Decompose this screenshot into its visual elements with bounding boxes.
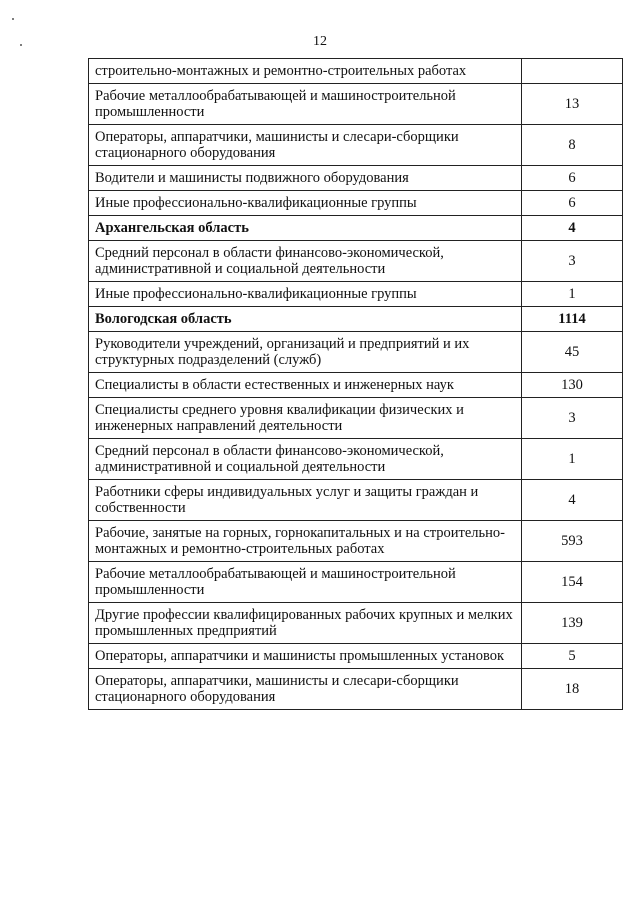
occupation-count: 154	[522, 562, 623, 603]
table-row	[89, 332, 623, 373]
occupation-count: 130	[522, 373, 623, 398]
scan-speck	[20, 44, 22, 46]
occupation-count: 6	[522, 191, 623, 216]
occupation-count: 13	[522, 84, 623, 125]
occupation-count: 5	[522, 644, 623, 669]
table-row	[89, 521, 623, 562]
scan-speck	[12, 18, 14, 20]
table-row	[89, 84, 623, 125]
occupation-group-name: Работники сферы индивидуальных услуг и защиты граждан и собственности	[89, 480, 522, 521]
table-row	[89, 191, 623, 216]
occupation-group-name: Операторы, аппаратчики, машинисты и слесари-сборщики стационарного оборудования	[89, 669, 522, 710]
region-row	[89, 307, 623, 332]
occupation-group-name: Специалисты в области естественных и инженерных наук	[89, 373, 522, 398]
table-row	[89, 373, 623, 398]
table-row	[89, 166, 623, 191]
occupation-group-name: Рабочие металлообрабатывающей и машиностроительной промышленности	[89, 84, 522, 125]
occupation-group-name: Рабочие металлообрабатывающей и машиностроительной промышленности	[89, 562, 522, 603]
occupation-group-name: Иные профессионально-квалификационные группы	[89, 282, 522, 307]
table-row	[89, 562, 623, 603]
occupation-count: 4	[522, 480, 623, 521]
occupation-count: 1	[522, 282, 623, 307]
region-row	[89, 216, 623, 241]
occupation-group-name: Операторы, аппаратчики и машинисты промышленных установок	[89, 644, 522, 669]
occupation-group-name: строительно-монтажных и ремонтно-строительных работах	[89, 59, 522, 84]
occupation-group-name: Иные профессионально-квалификационные группы	[89, 191, 522, 216]
table-row	[89, 480, 623, 521]
table-row	[89, 603, 623, 644]
table-row	[89, 282, 623, 307]
occupation-count: 18	[522, 669, 623, 710]
occupation-group-name: Средний персонал в области финансово-экономической, административной и социальной деятельности	[89, 439, 522, 480]
region-total: 1114	[522, 307, 623, 332]
table-row	[89, 59, 623, 84]
occupation-count: 593	[522, 521, 623, 562]
occupation-table	[88, 58, 623, 710]
table-row	[89, 669, 623, 710]
occupation-count: 3	[522, 241, 623, 282]
occupation-group-name: Другие профессии квалифицированных рабочих крупных и мелких промышленных предприятий	[89, 603, 522, 644]
table-row	[89, 398, 623, 439]
table-row	[89, 241, 623, 282]
occupation-count: 1	[522, 439, 623, 480]
page-number: 12	[313, 34, 327, 49]
occupation-group-name: Водители и машинисты подвижного оборудования	[89, 166, 522, 191]
occupation-count: 6	[522, 166, 623, 191]
occupation-count	[522, 59, 623, 84]
occupation-count: 139	[522, 603, 623, 644]
region-name: Вологодская область	[89, 307, 522, 332]
occupation-group-name: Руководители учреждений, организаций и предприятий и их структурных подразделений (служб)	[89, 332, 522, 373]
occupation-count: 3	[522, 398, 623, 439]
occupation-group-name: Средний персонал в области финансово-экономической, административной и социальной деятельности	[89, 241, 522, 282]
region-total: 4	[522, 216, 623, 241]
table-row	[89, 125, 623, 166]
occupation-group-name: Операторы, аппаратчики, машинисты и слесари-сборщики стационарного оборудования	[89, 125, 522, 166]
table-body	[89, 59, 623, 710]
table-row	[89, 644, 623, 669]
region-name: Архангельская область	[89, 216, 522, 241]
occupation-count: 45	[522, 332, 623, 373]
occupation-count: 8	[522, 125, 623, 166]
occupation-group-name: Рабочие, занятые на горных, горнокапитальных и на строительно-монтажных и ремонтно-строительных работах	[89, 521, 522, 562]
occupation-group-name: Специалисты среднего уровня квалификации физических и инженерных направлений деятельности	[89, 398, 522, 439]
table-row	[89, 439, 623, 480]
